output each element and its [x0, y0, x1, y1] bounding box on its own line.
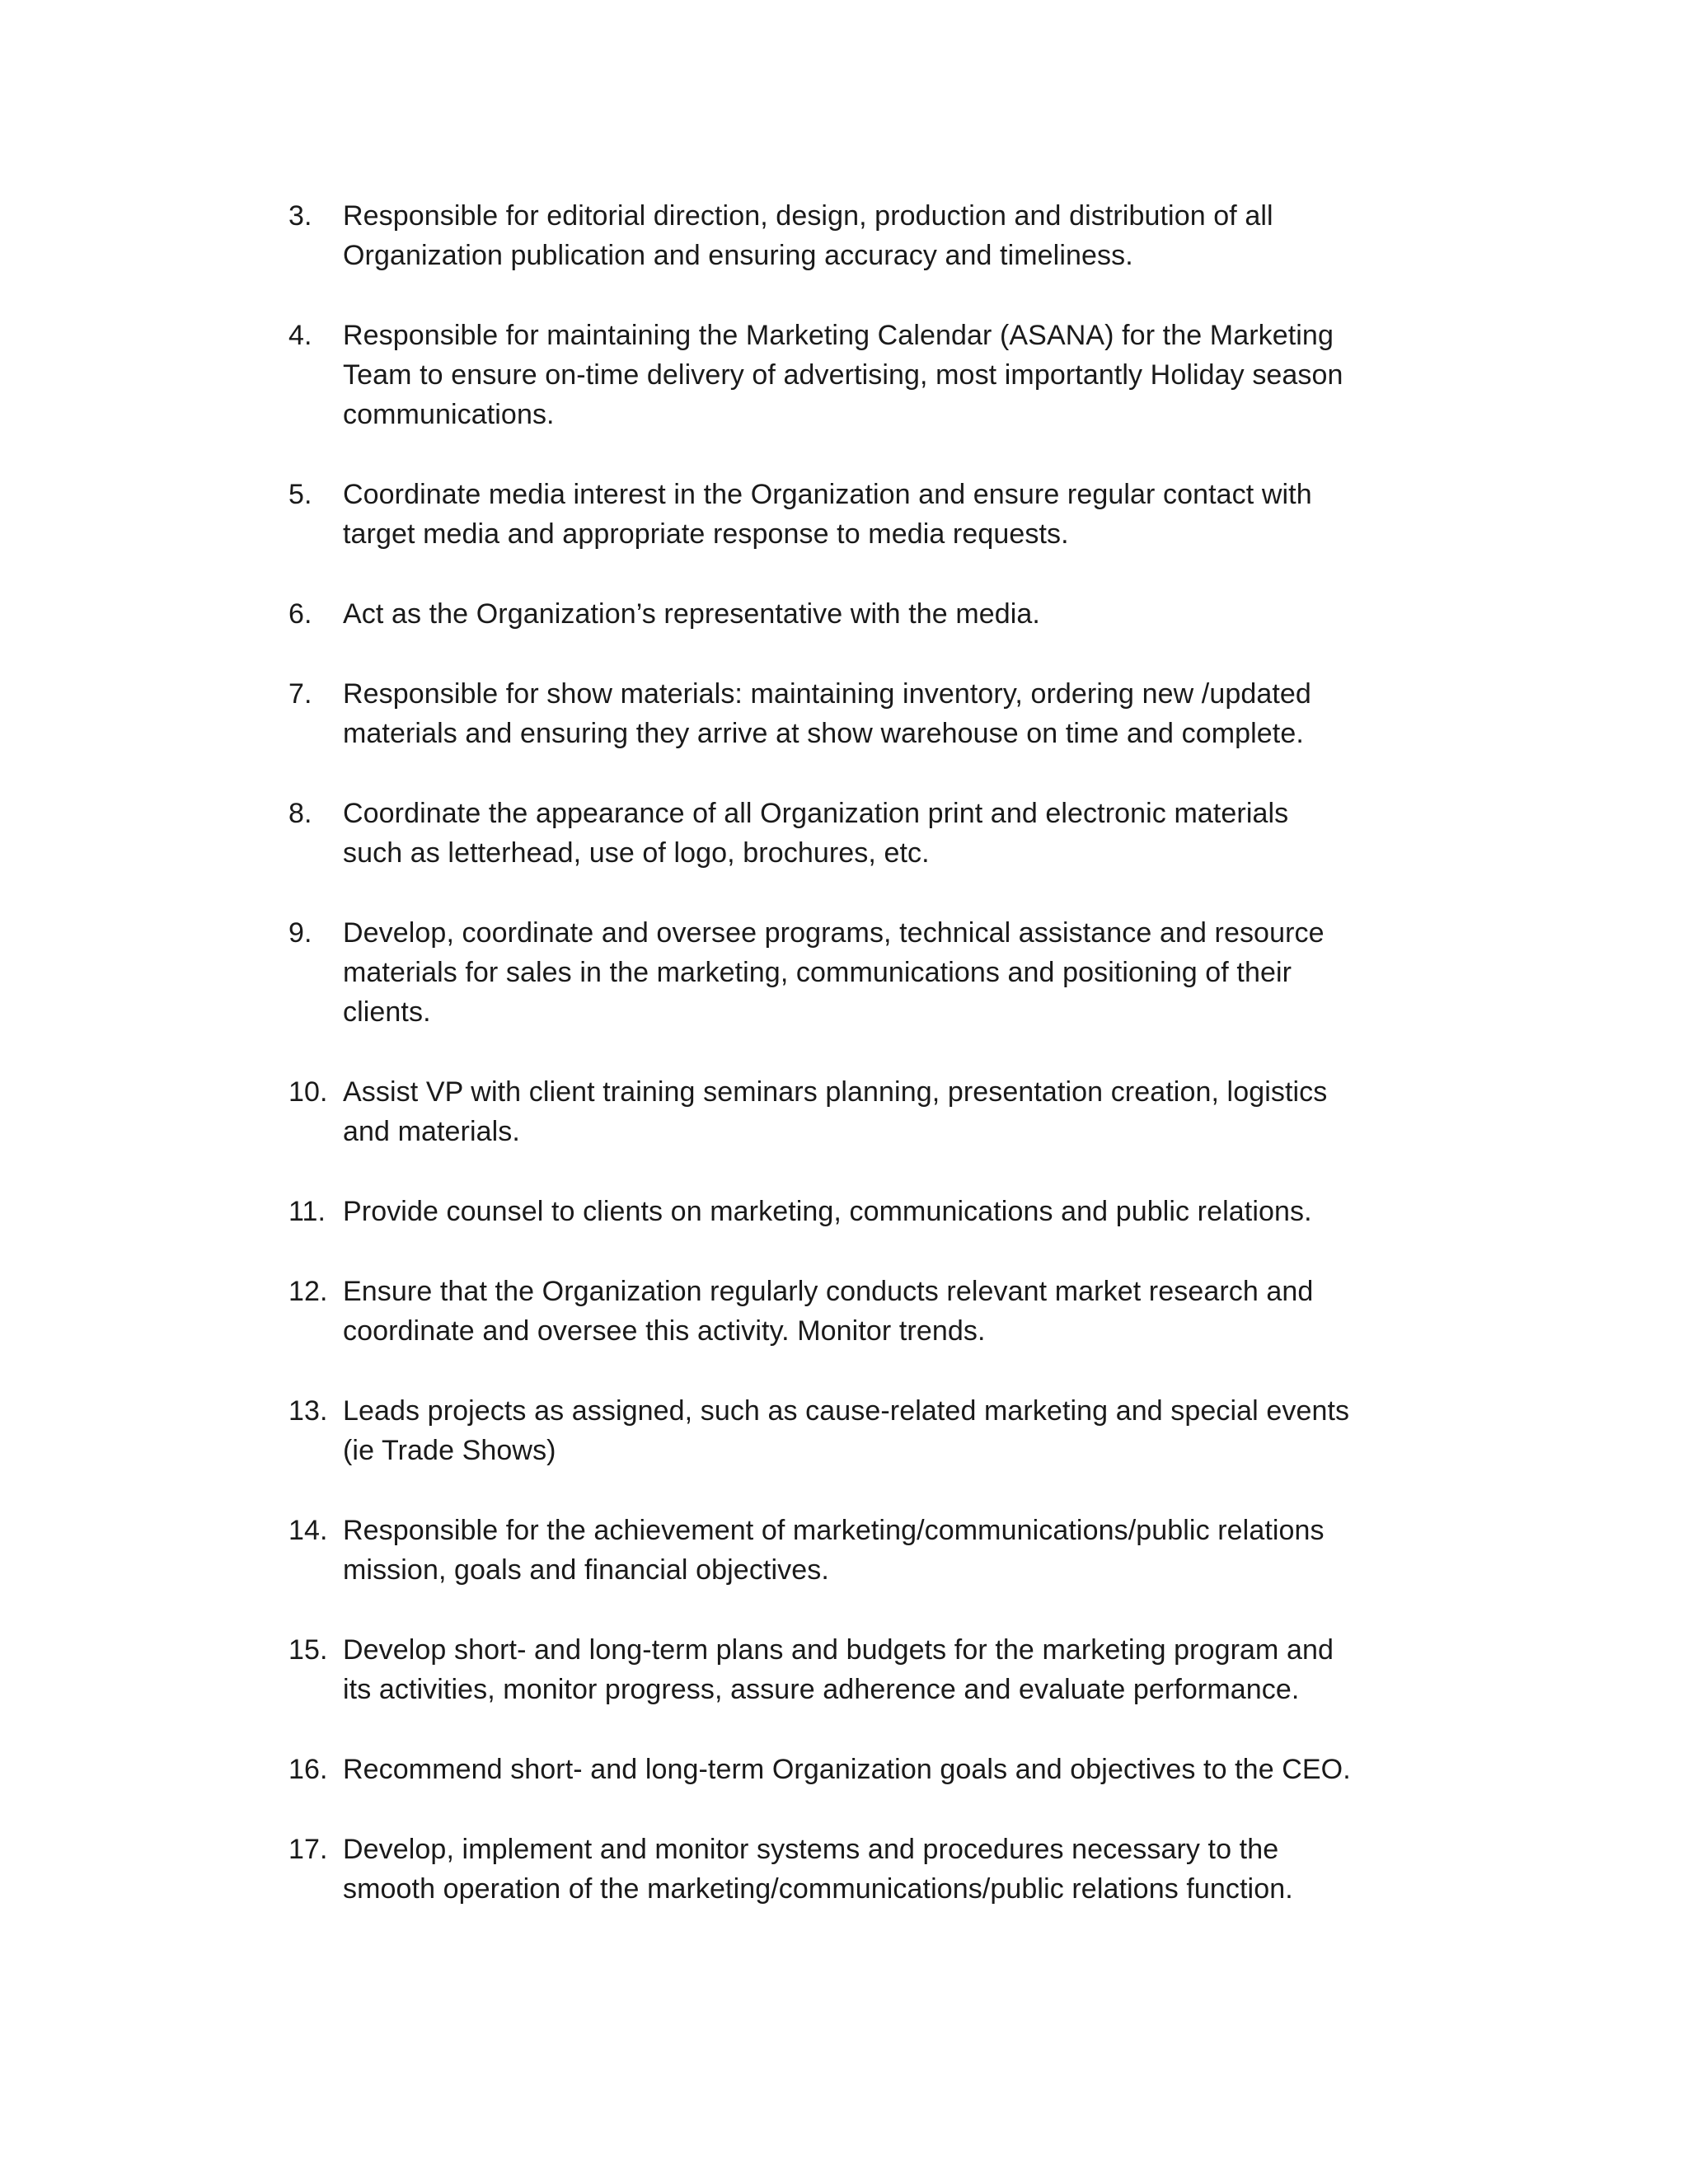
item-number: 14.: [288, 1515, 328, 1546]
item-text-line: Develop, coordinate and oversee programs, technical assistance and resource: [343, 917, 1325, 949]
item-number: 3.: [288, 200, 312, 232]
item-text-line: Provide counsel to clients on marketing, communications and public relations.: [343, 1196, 1312, 1227]
list-item: [288, 1272, 1459, 1351]
item-text-line: materials and ensuring they arrive at show warehouse on time and complete.: [343, 718, 1304, 749]
item-text-line: coordinate and oversee this activity. Monitor trends.: [343, 1315, 986, 1347]
list-item: [288, 1192, 1459, 1231]
item-text-line: clients.: [343, 996, 431, 1028]
list-item: [288, 475, 1459, 554]
item-text-line: Develop, implement and monitor systems and procedures necessary to the: [343, 1834, 1279, 1865]
item-text-line: Responsible for the achievement of marketing/communications/public relations: [343, 1515, 1325, 1546]
list-item: [288, 1750, 1459, 1789]
list-item: [288, 674, 1459, 753]
item-text-line: such as letterhead, use of logo, brochures, etc.: [343, 837, 930, 869]
item-number: 5.: [288, 479, 312, 510]
item-number: 15.: [288, 1634, 328, 1666]
list-item: [288, 1072, 1459, 1151]
item-text-line: Develop short- and long-term plans and budgets for the marketing program and: [343, 1634, 1334, 1666]
list-item: [288, 913, 1459, 1032]
item-text-line: Assist VP with client training seminars planning, presentation creation, logistics: [343, 1076, 1328, 1108]
list-item: [288, 196, 1459, 275]
item-text-line: Recommend short- and long-term Organization goals and objectives to the CEO.: [343, 1754, 1351, 1785]
item-text-line: Organization publication and ensuring accuracy and timeliness.: [343, 240, 1133, 271]
item-text-line: Team to ensure on-time delivery of advertising, most importantly Holiday season: [343, 359, 1343, 391]
item-text-line: (ie Trade Shows): [343, 1435, 556, 1466]
list-item: [288, 316, 1459, 434]
item-text-line: Act as the Organization’s representative with the media.: [343, 598, 1040, 630]
item-text-line: Coordinate media interest in the Organization and ensure regular contact with: [343, 479, 1312, 510]
item-number: 8.: [288, 798, 312, 829]
item-text-line: Coordinate the appearance of all Organization print and electronic materials: [343, 798, 1289, 829]
item-number: 10.: [288, 1076, 328, 1108]
item-number: 16.: [288, 1754, 328, 1785]
list-item: [288, 1391, 1459, 1470]
item-text-line: materials for sales in the marketing, communications and positioning of their: [343, 957, 1292, 988]
item-number: 4.: [288, 320, 312, 351]
list-item: [288, 1630, 1459, 1709]
item-number: 17.: [288, 1834, 328, 1865]
item-text-line: Responsible for show materials: maintaining inventory, ordering new /updated: [343, 678, 1311, 710]
item-text-line: communications.: [343, 399, 555, 430]
list-item: [288, 594, 1459, 634]
item-number: 6.: [288, 598, 312, 630]
item-text-line: its activities, monitor progress, assure adherence and evaluate performance.: [343, 1674, 1300, 1705]
list-item: [288, 1830, 1459, 1909]
item-number: 9.: [288, 917, 312, 949]
item-text-line: Responsible for maintaining the Marketing Calendar (ASANA) for the Marketing: [343, 320, 1334, 351]
item-text-line: mission, goals and financial objectives.: [343, 1554, 829, 1586]
list-item: [288, 1511, 1459, 1590]
item-number: 11.: [288, 1196, 326, 1227]
list-item: [288, 794, 1459, 873]
item-text-line: smooth operation of the marketing/communications/public relations function.: [343, 1873, 1293, 1905]
item-number: 13.: [288, 1395, 328, 1427]
item-number: 7.: [288, 678, 312, 710]
item-text-line: target media and appropriate response to media requests.: [343, 518, 1069, 550]
item-number: 12.: [288, 1276, 328, 1307]
item-text-line: Leads projects as assigned, such as cause-related marketing and special events: [343, 1395, 1350, 1427]
responsibilities-list: [288, 196, 1459, 1949]
item-text-line: Ensure that the Organization regularly conducts relevant market research and: [343, 1276, 1314, 1307]
item-text-line: and materials.: [343, 1116, 520, 1147]
item-text-line: Responsible for editorial direction, design, production and distribution of all: [343, 200, 1273, 232]
